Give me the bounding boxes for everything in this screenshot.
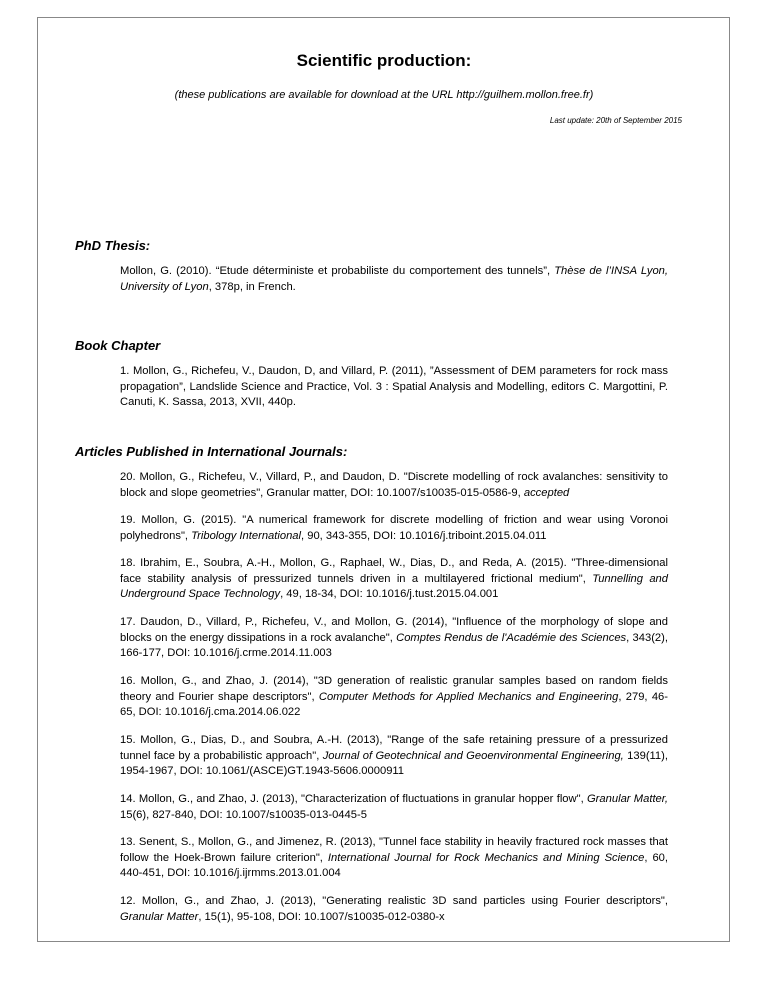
article-item: 19. Mollon, G. (2015). "A numerical framework for discrete modelling of friction and wear using Voronoi polyhedrons", Tribology International, 90, 343-355, DOI: 10.1016/j.triboint.2015.04.011 [120, 514, 668, 542]
last-update: Last update: 20th of September 2015 [549, 116, 682, 125]
article-item: 13. Senent, S., Mollon, G., and Jimenez, R. (2013), "Tunnel face stability in heavily fractured rock masses that follow the Hoek-Brown failure criterion", International Journal for Rock Mechanics and Mining Science, 60, 440-451, DOI: 10.1016/j.ijrmms.2013.01.004 [120, 836, 669, 879]
book-entry: 1. Mollon, G., Richefeu, V., Daudon, D, and Villard, P. (2011), ”Assessment of DEM parameters for rock mass propagation”, Landslide Science and Practice, Vol. 3 : Spatial Analysis and Modelling, editors C. Margottini, P. Canuti, K. Sassa, 2013, XVII, 440p. [120, 365, 668, 408]
article-item: 14. Mollon, G., and Zhao, J. (2013), "Characterization of fluctuations in granular hopper flow", Granular Matter, 15(6), 827-840, DOI: 10.1007/s10035-013-0445-5 [120, 793, 668, 821]
articles-heading: Articles Published in International Journals: [75, 444, 348, 459]
article-item: 16. Mollon, G., and Zhao, J. (2014), "3D generation of realistic granular samples based on random fields theory and Fourier shape descriptors", Computer Methods for Applied Mechanics and Engineering, 279, 46-65, DOI: 10.1016/j.cma.2014.06.022 [120, 675, 668, 718]
article-item: 20. Mollon, G., Richefeu, V., Villard, P., and Daudon, D. "Discrete modelling of rock avalanches: sensitivity to block and slope geometries", Granular matter, DOI: 10.1007/s10035-015-0586-9, accepted [120, 471, 668, 499]
article-item: 17. Daudon, D., Villard, P., Richefeu, V., and Mollon, G. (2014), "Influence of the morphology of slope and blocks on the energy dissipations in a rock avalanche", Comptes Rendus de l'Académie des Sciences, 343(2), 166-177, DOI: 10.1016/j.crme.2014.11.003 [120, 616, 668, 659]
book-heading: Book Chapter [75, 338, 161, 353]
phd-heading: PhD Thesis: [75, 238, 151, 253]
phd-entry: Mollon, G. (2010). “Etude déterministe et probabiliste du comportement des tunnels”, Thèse de l’INSA Lyon, University of Lyon, 378p, in French. [120, 265, 668, 293]
download-note: (these publications are available for download at the URL http://guilhem.mollon.free.fr) [174, 89, 594, 101]
page-title: Scientific production: [296, 51, 472, 70]
article-item: 18. Ibrahim, E., Soubra, A.-H., Mollon, G., Raphael, W., Dias, D., and Reda, A. (2015). "Three-dimensional face stability analysis of pressurized tunnels driven in a multilayered frictional medium", Tunnelling and Underground Space Technology, 49, 18-34, DOI: 10.1016/j.tust.2015.04.001 [120, 557, 668, 600]
article-item: 15. Mollon, G., Dias, D., and Soubra, A.-H. (2013), "Range of the safe retaining pressure of a pressurized tunnel face by a probabilistic approach", Journal of Geotechnical and Geoenvironmental Engineering, 139(11), 1954-1967, DOI: 10.1061/(ASCE)GT.1943-5606.0000911 [120, 734, 668, 777]
article-item: 12. Mollon, G., and Zhao, J. (2013), "Generating realistic 3D sand particles using Fourier descriptors", Granular Matter, 15(1), 95-108, DOI: 10.1007/s10035-012-0380-x [120, 895, 668, 923]
